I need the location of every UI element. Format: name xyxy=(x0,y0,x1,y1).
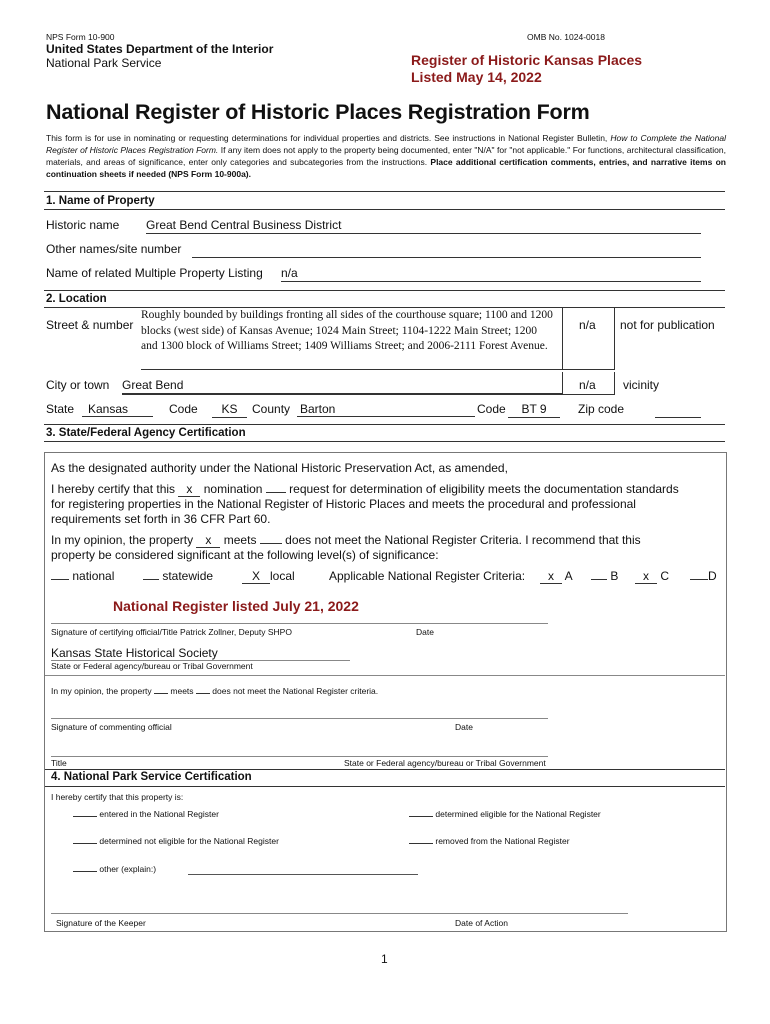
certify-line-2: for registering properties in the National Register of Historic Places and meets the procedural and professional xyxy=(51,497,636,511)
listed-stamp: National Register listed July 21, 2022 xyxy=(113,598,359,614)
statewide-checkbox[interactable] xyxy=(143,579,159,580)
state-label: State xyxy=(46,402,75,416)
divider xyxy=(614,307,615,369)
street-na: n/a xyxy=(579,318,596,332)
divider xyxy=(44,209,725,210)
divider xyxy=(44,290,725,291)
vicinity-option[interactable]: vicinity xyxy=(623,378,660,392)
criterion-d xyxy=(690,569,717,583)
listing-line-2: Listed May 14, 2022 xyxy=(411,69,542,85)
criterion-b xyxy=(591,569,618,583)
divider xyxy=(141,369,615,370)
comment-rest: does not meet the National Register criteria. xyxy=(212,686,379,696)
section-2-heading: 2. Location xyxy=(46,293,107,305)
title-label: Title xyxy=(51,758,67,768)
national-checkbox[interactable] xyxy=(51,579,69,580)
street-label: Street & number xyxy=(46,318,134,332)
level-statewide xyxy=(143,569,213,583)
criterion-d-label: D xyxy=(708,569,717,583)
intro-italic: How to Complete the National Register of Historic Places Registration Form. xyxy=(46,133,727,155)
county-field[interactable]: Barton xyxy=(297,402,475,417)
divider xyxy=(614,372,615,394)
signature-date-label: Date xyxy=(416,627,434,637)
listing-line-1: Register of Historic Kansas Places xyxy=(411,52,643,68)
entered-label: entered in the National Register xyxy=(99,809,219,819)
eligible-option xyxy=(409,809,601,819)
intro-paragraph xyxy=(46,132,726,180)
comment-meets-label: meets xyxy=(170,686,194,696)
statewide-label: statewide xyxy=(162,569,214,583)
page-title: National Register of Historic Places Registration Form xyxy=(46,100,590,124)
meets-label: meets xyxy=(223,533,257,547)
opinion-rest-1: does not meet the National Register Criteria. I recommend that this xyxy=(285,533,641,547)
local-checkbox[interactable]: X xyxy=(242,569,270,584)
action-date-label: Date of Action xyxy=(455,918,508,928)
comment-meets-checkbox[interactable] xyxy=(154,693,168,694)
signature-name: Patrick Zollner, Deputy SHPO xyxy=(180,627,292,637)
eligible-checkbox[interactable] xyxy=(409,816,433,817)
other-explain-line[interactable] xyxy=(188,874,418,875)
criterion-a-checkbox[interactable]: x xyxy=(540,569,562,584)
divider xyxy=(562,372,563,394)
comment-opinion-pre: In my opinion, the property xyxy=(51,686,152,696)
comment-signature-label: Signature of commenting official xyxy=(51,722,172,732)
county-code-field[interactable]: BT 9 xyxy=(508,402,560,418)
form-number: NPS Form 10-900 xyxy=(46,32,115,42)
city-field[interactable]: Great Bend xyxy=(122,378,562,394)
title-line[interactable] xyxy=(51,756,548,757)
mpl-field[interactable]: n/a xyxy=(281,266,701,282)
entered-option xyxy=(73,809,219,819)
intro-part-1: This form is for use in nominating or requesting determinations for individual properties and districts. See instructions in National Register Bulletin, xyxy=(46,133,611,143)
request-checkbox[interactable] xyxy=(266,492,286,493)
comment-agency-label: State or Federal agency/bureau or Tribal Government xyxy=(344,758,546,768)
level-national xyxy=(51,569,114,583)
certify-rest-1: request for determination of eligibility meets the documentation standards xyxy=(289,482,679,496)
service: National Park Service xyxy=(46,56,162,70)
not-eligible-option xyxy=(73,836,279,846)
removed-checkbox[interactable] xyxy=(409,843,433,844)
criterion-b-label: B xyxy=(610,569,619,583)
historic-name-field[interactable]: Great Bend Central Business District xyxy=(146,218,701,234)
other-checkbox[interactable] xyxy=(73,871,97,872)
section-1-heading: 1. Name of Property xyxy=(46,195,155,207)
street-field[interactable]: Roughly bounded by buildings fronting all sides of the courthouse square; 1100 and 1200 blocks (west side) of Kansas Avenue; 1024 Main Street; 1104-1222 Main Street; 1200 and 1300 block of Williams Street; 1409 Williams Street; and 2006-2111 Forest Avenue. xyxy=(141,309,553,352)
county-code-label: Code xyxy=(477,402,506,416)
opinion-line-2: property be considered significant at the following level(s) of significance: xyxy=(51,548,439,562)
criterion-d-checkbox[interactable] xyxy=(690,579,708,580)
agency-label: State or Federal agency/bureau or Tribal Government xyxy=(51,661,253,671)
not-for-publication-option[interactable]: not for publication xyxy=(620,318,715,332)
department: United States Department of the Interior xyxy=(46,42,274,56)
signature-label: Signature of certifying official/Title xyxy=(51,627,178,637)
keeper-signature-line[interactable] xyxy=(51,913,628,914)
signature-certifying xyxy=(51,627,292,637)
removed-label: removed from the National Register xyxy=(435,836,570,846)
opinion-pre: In my opinion, the property xyxy=(51,533,194,547)
agency-value[interactable]: Kansas State Historical Society xyxy=(51,646,218,660)
eligible-label: determined eligible for the National Register xyxy=(435,809,601,819)
divider xyxy=(44,191,725,192)
not-eligible-label: determined not eligible for the National Register xyxy=(99,836,279,846)
comment-opinion-line xyxy=(51,686,378,696)
not-meets-checkbox[interactable] xyxy=(260,543,282,544)
criterion-b-checkbox[interactable] xyxy=(591,579,607,580)
comment-date-label: Date xyxy=(455,722,473,732)
zip-field[interactable] xyxy=(655,402,701,418)
certify-line-3: requirements set forth in 36 CFR Part 60. xyxy=(51,512,271,526)
comment-not-meets-checkbox[interactable] xyxy=(196,693,210,694)
intro-part-2: If any item does not apply to the property being documented, enter "N/A" for "not applicable." For functions, architectural classification, materials, and areas of significance, enter only categories and subcategories from the instructions. xyxy=(46,145,726,167)
opinion-line-1 xyxy=(51,533,641,548)
section-4-heading: 4. National Park Service Certification xyxy=(51,771,252,783)
city-na: n/a xyxy=(579,378,596,392)
intro-bold: Place additional certification comments, entries, and narrative items on continuation sheets if needed (NPS Form 10-900a). xyxy=(46,157,726,179)
criterion-c-checkbox[interactable]: x xyxy=(635,569,657,584)
nps-certify-intro: I hereby certify that this property is: xyxy=(51,792,184,802)
entered-checkbox[interactable] xyxy=(73,816,97,817)
divider xyxy=(122,394,615,395)
removed-option xyxy=(409,836,570,846)
criterion-c-label: C xyxy=(660,569,670,583)
state-field[interactable]: Kansas xyxy=(82,402,153,417)
state-code-label: Code xyxy=(169,402,198,416)
certify-line-1 xyxy=(51,482,679,497)
not-eligible-checkbox[interactable] xyxy=(73,843,97,844)
state-code-field[interactable]: KS xyxy=(212,402,247,418)
page-number: 1 xyxy=(381,952,388,966)
comment-signature-line[interactable] xyxy=(51,718,548,719)
criteria-label: Applicable National Register Criteria: xyxy=(329,569,526,583)
other-label: other (explain:) xyxy=(99,864,157,874)
other-names-label: Other names/site number xyxy=(46,242,182,256)
omb-number: OMB No. 1024-0018 xyxy=(527,32,605,42)
national-label: national xyxy=(72,569,115,583)
divider xyxy=(44,441,725,442)
nomination-label: nomination xyxy=(203,482,263,496)
level-local xyxy=(242,569,295,584)
section-3-heading: 3. State/Federal Agency Certification xyxy=(46,427,246,439)
other-option xyxy=(73,864,156,874)
criterion-c xyxy=(635,569,669,584)
city-label: City or town xyxy=(46,378,110,392)
other-names-field[interactable] xyxy=(192,242,701,258)
divider xyxy=(45,675,725,676)
signature-line[interactable] xyxy=(51,623,548,624)
keeper-signature-label: Signature of the Keeper xyxy=(56,918,146,928)
authority-statement: As the designated authority under the National Historic Preservation Act, as amended, xyxy=(51,461,508,475)
divider xyxy=(44,424,725,425)
criterion-a xyxy=(540,569,573,584)
divider xyxy=(562,307,563,369)
divider xyxy=(45,786,725,787)
county-label: County xyxy=(252,402,291,416)
nomination-checkbox[interactable]: x xyxy=(178,482,200,497)
historic-name-label: Historic name xyxy=(46,218,120,232)
zip-label: Zip code xyxy=(578,402,625,416)
certify-pre: I hereby certify that this xyxy=(51,482,176,496)
criterion-a-label: A xyxy=(564,569,573,583)
mpl-label: Name of related Multiple Property Listing xyxy=(46,266,263,280)
local-label: local xyxy=(270,569,295,583)
divider xyxy=(45,769,725,770)
meets-checkbox[interactable]: x xyxy=(196,533,220,548)
